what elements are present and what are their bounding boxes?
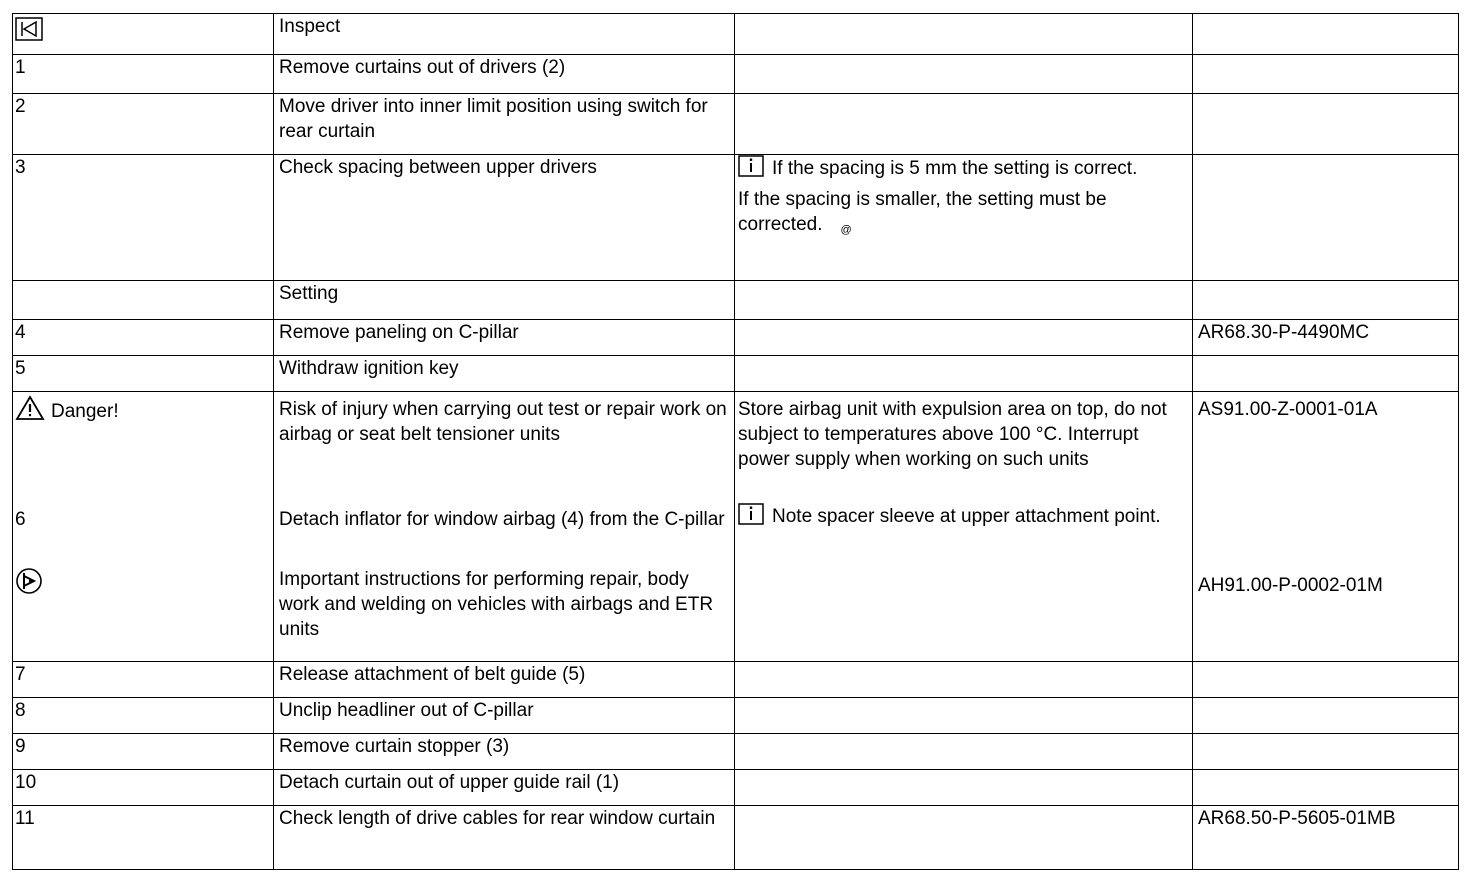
section-heading-inspect: Inspect [274, 14, 735, 55]
table-row [13, 806, 1459, 870]
step-number: 5 [13, 356, 274, 392]
step-number: 11 [13, 806, 274, 870]
table-row [13, 392, 1459, 662]
back-triangle-icon[interactable] [15, 17, 43, 41]
step-number: 1 [13, 55, 274, 94]
info-note [738, 155, 1192, 181]
step-number: 3 [13, 155, 274, 281]
step-number: 4 [13, 320, 274, 356]
reference-link[interactable]: AR68.50-P-5605-01MB [1193, 806, 1459, 870]
step-text: Detach inflator for window airbag (4) from the C-pillar [279, 509, 725, 530]
step-text: Remove paneling on C-pillar [274, 320, 735, 356]
table-row [13, 770, 1459, 806]
warning-triangle-icon [15, 395, 45, 421]
note-cell [735, 392, 1193, 662]
step-number: 10 [13, 770, 274, 806]
table-row [13, 698, 1459, 734]
step-number: 6 [15, 509, 26, 530]
step-text: Detach curtain out of upper guide rail (1) [274, 770, 735, 806]
step-text: Withdraw ignition key [274, 356, 735, 392]
table-row [13, 94, 1459, 155]
important-text: Important instructions for performing repair, body work and welding on vehicles with airbags and ETR units [279, 569, 714, 640]
info-icon [738, 503, 764, 525]
note-cell [735, 155, 1193, 281]
step-number: 2 [13, 94, 274, 155]
step-number: 8 [13, 698, 274, 734]
danger-note: Store airbag unit with expulsion area on top, do not subject to temperatures above 100 °C. Interrupt power supply when working on such units [738, 399, 1167, 470]
table-row [13, 734, 1459, 770]
section-heading-setting: Setting [274, 281, 735, 320]
info-note-text: If the spacing is 5 mm the setting is correct. [772, 158, 1138, 179]
nav-cell [13, 14, 274, 55]
step-text: Remove curtain stopper (3) [274, 734, 735, 770]
step-text: Move driver into inner limit position using switch for rear curtain [274, 94, 735, 155]
table-row [13, 356, 1459, 392]
info-note [738, 503, 1192, 529]
step-text: Remove curtains out of drivers (2) [274, 55, 735, 94]
step-text: Check length of drive cables for rear window curtain [274, 806, 735, 870]
step-number: 9 [13, 734, 274, 770]
table-row [13, 14, 1459, 55]
reference-link[interactable]: AS91.00-Z-0001-01A [1198, 399, 1378, 420]
table-row [13, 55, 1459, 94]
procedure-table-frame [12, 13, 1458, 870]
reference-link[interactable]: AH91.00-P-0002-01M [1198, 575, 1383, 596]
info-icon [738, 155, 764, 177]
reference-link[interactable]: AR68.30-P-4490MC [1193, 320, 1459, 356]
danger-label: Danger! [51, 401, 119, 422]
step-text: Release attachment of belt guide (5) [274, 662, 735, 698]
table-row [13, 155, 1459, 281]
important-notice-icon[interactable] [15, 567, 43, 595]
step-text: Unclip headliner out of C-pillar [274, 698, 735, 734]
info-note-text: Note spacer sleeve at upper attachment point. [772, 506, 1161, 527]
instruction-cell [274, 392, 735, 662]
table-row [13, 662, 1459, 698]
marker-cell [13, 392, 274, 662]
danger-text: Risk of injury when carrying out test or repair work on airbag or seat belt tensioner units [279, 399, 727, 445]
correction-note-text: If the spacing is smaller, the setting must be corrected. [738, 189, 1107, 235]
reference-cell [1193, 392, 1459, 662]
procedure-table [12, 13, 1459, 870]
step-number: 7 [13, 662, 274, 698]
link-symbol[interactable]: @ [840, 224, 852, 236]
step-text: Check spacing between upper drivers [274, 155, 735, 281]
table-row [13, 320, 1459, 356]
table-row [13, 281, 1459, 320]
